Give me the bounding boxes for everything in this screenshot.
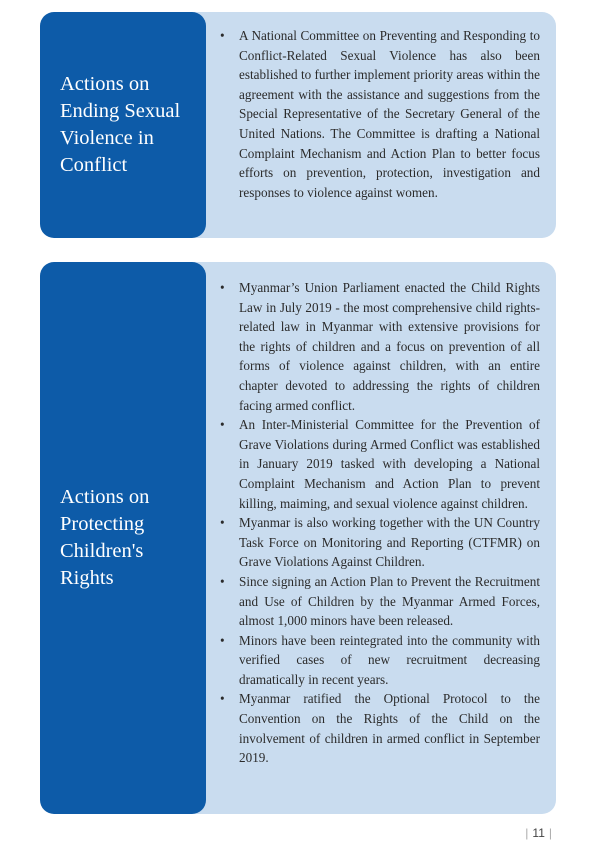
section-ending-sexual-violence	[40, 12, 556, 238]
section-label	[40, 12, 206, 238]
section-title: Actions on Ending Sexual Violence in Conflict	[60, 73, 181, 176]
section-protecting-childrens-rights	[40, 262, 556, 814]
list-item: • Myanmar’s Union Parliament enacted the Child Rights Law in July 2019 - the most comprehensive child rights-related law in Myanmar with extensive provisions for the rights of children and a focus on prevention of all forms of violence against children, with an entire chapter devoted to addressing the rights of children facing armed conflict.	[218, 278, 540, 415]
section-title: Actions on Protecting Children's Rights	[60, 486, 150, 589]
list-item: • A National Committee on Preventing and Responding to Conflict-Related Sexual Violence has also been established to further implement priority areas within the agreement with the assistance and suggestions from the Special Representative of the Secretary General of the United Nations. The Committee is drafting a National Complaint Mechanism and Action Plan to better focus efforts on prevention, protection, investigation and responses to violence against women.	[218, 26, 540, 202]
list-item: • Minors have been reintegrated into the community with verified cases of new recruitment decreasing dramatically in recent years.	[218, 631, 540, 690]
list-item: • Myanmar ratified the Optional Protocol to the Convention on the Rights of the Child on the involvement of children in armed conflict in September 2019.	[218, 689, 540, 767]
bullet-list	[218, 278, 540, 768]
list-item: • Myanmar is also working together with the UN Country Task Force on Monitoring and Reporting (CTFMR) on Grave Violations Against Children.	[218, 513, 540, 572]
page-number: | 11 |	[525, 826, 552, 840]
list-item: • Since signing an Action Plan to Prevent the Recruitment and Use of Children by the Myanmar Armed Forces, almost 1,000 minors have been released.	[218, 572, 540, 631]
bullet-list	[218, 26, 540, 202]
section-label	[40, 262, 206, 814]
list-item: • An Inter-Ministerial Committee for the Prevention of Grave Violations during Armed Conflict was established in January 2019 tasked with developing a National Complaint Mechanism and Action Plan to prevent killing, maiming, and sexual violence against children.	[218, 415, 540, 513]
